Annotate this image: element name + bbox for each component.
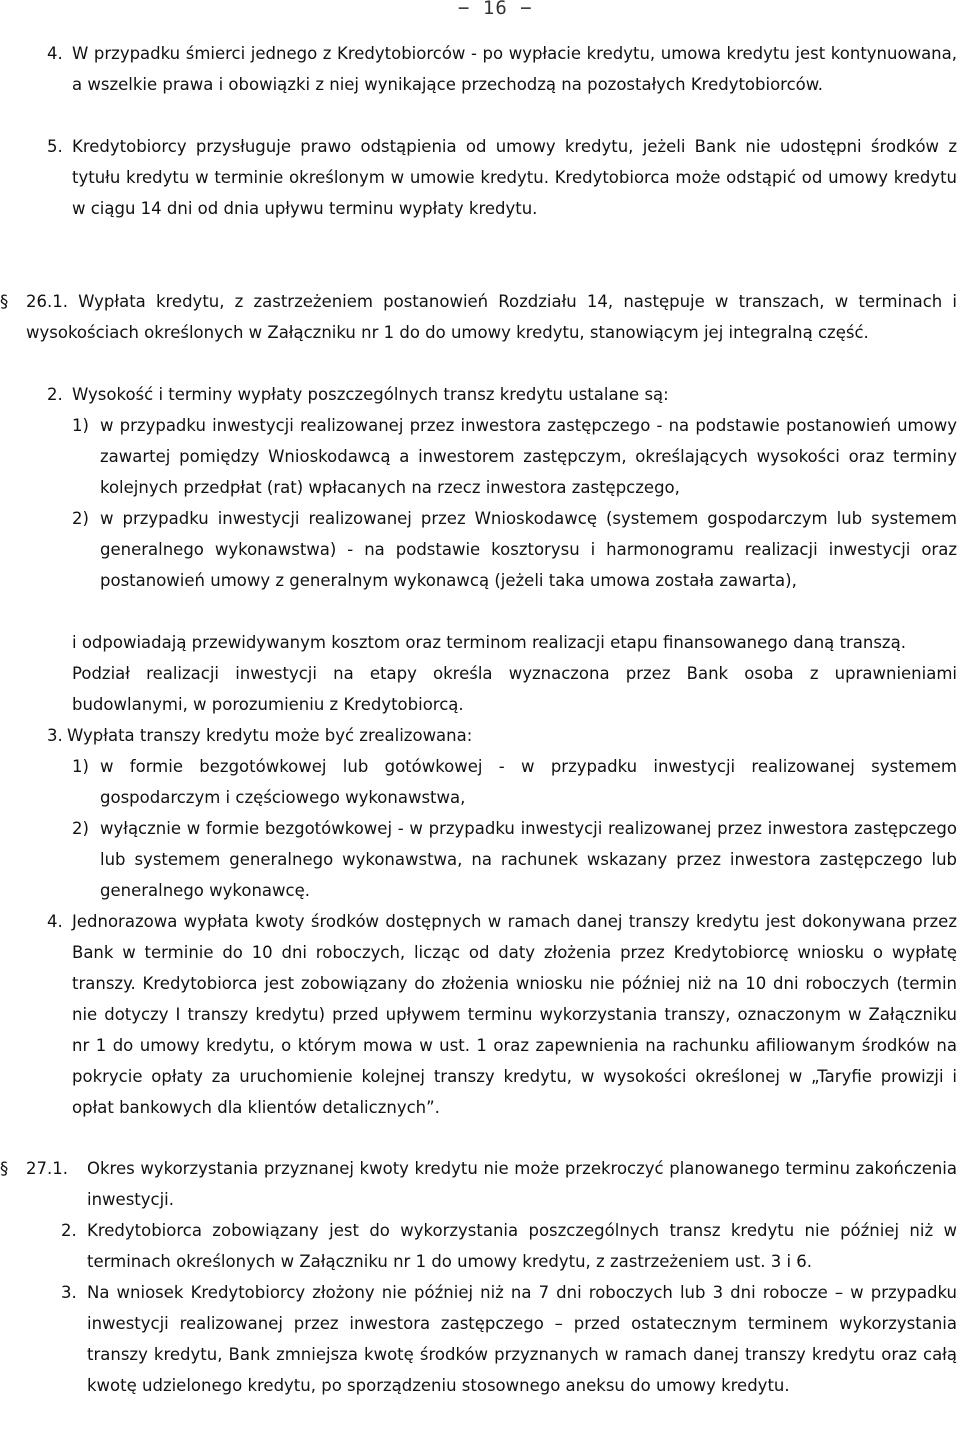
item-label: 4. (47, 912, 63, 931)
item-label: 5. (47, 137, 63, 156)
list-item-4 (0, 38, 960, 100)
section-26-2-subitem-1 (0, 410, 960, 503)
paragraph-text: Wypłata transzy kredytu może być zrealizowana: (67, 726, 473, 745)
paragraph-text: Kredytobiorca zobowiązany jest do wykorzystania poszczególnych transz kredytu nie później niż w terminach określonych w Załączniku nr 1 do umowy kredytu, z zastrzeżeniem ust. 3 i 6. (87, 1221, 957, 1271)
subitem-text: w formie bezgotówkowej lub gotówkowej - w przypadku inwestycji realizowanej systemem gospodarczym i częściowego wykonawstwa, (100, 757, 957, 807)
section-sign: § (0, 292, 9, 311)
subitem-label: 2) (72, 819, 89, 838)
paragraph-text: Okres wykorzystania przyznanej kwoty kredytu nie może przekroczyć planowanego terminu zakończenia inwestycji. (87, 1159, 957, 1209)
section-26-3-subitem-1 (0, 751, 960, 813)
subitem-text: w przypadku inwestycji realizowanej przez inwestora zastępczego - na podstawie postanowień umowy zawartej pomiędzy Wnioskodawcą a inwestorem zastępczym, określających wysokości oraz terminy kolejnych przedpłat (rat) wpłacanych na rzecz inwestora zastępczego, (100, 416, 957, 497)
list-item-5 (0, 131, 960, 224)
section-26-2-closing-text: i odpowiadają przewidywanym kosztom oraz terminom realizacji etapu finansowanego daną transzą. (72, 633, 906, 652)
section-26-paragraph-4 (0, 906, 960, 1123)
subitem-label: 2) (72, 509, 89, 528)
section-number: 27.1. (26, 1159, 68, 1178)
item-label: 2. (61, 1221, 77, 1240)
paragraph-text: Wysokość i terminy wypłaty poszczególnych transz kredytu ustalane są: (72, 385, 669, 404)
section-26-3-subitem-2 (0, 813, 960, 906)
section-26-2-division-text: Podział realizacji inwestycji na etapy określa wyznaczona przez Bank osoba z uprawnieniami budowlanymi, w porozumieniu z Kredytobiorcą. (72, 664, 957, 714)
page-number: − 16 − (458, 0, 533, 19)
item-text: W przypadku śmierci jednego z Kredytobiorców - po wypłacie kredytu, umowa kredytu jest kontynuowana, a wszelkie prawa i obowiązki z niej wynikające przechodzą na pozostałych Kredytobiorców. (72, 44, 957, 94)
section-27-paragraph-3 (0, 1277, 960, 1401)
paragraph-text: Jednorazowa wypłata kwoty środków dostępnych w ramach danej transzy kredytu jest dokonywana przez Bank w terminie do 10 dni roboczych, licząc od daty złożenia przez Kredytobiorcę wniosku o wypłatę transzy. Kredytobiorca jest zobowiązany do złożenia wniosku nie później niż na 10 dni roboczych (termin nie dotyczy I transzy kredytu) przed upływem terminu wykorzystania transzy, oznaczonym w Załączniku nr 1 do umowy kredytu, o którym mowa w ust. 1 oraz zapewnienia na rachunku afiliowanym środków na pokrycie opłaty za uruchomienie kolejnej transzy kredytu, w wysokości określonej w „Taryfie prowizji i opłat bankowych dla klientów detalicznych”. (72, 912, 957, 1117)
section-26-paragraph-3 (0, 720, 960, 751)
subitem-text: w przypadku inwestycji realizowanej przez Wnioskodawcę (systemem gospodarczym lub systemem generalnego wykonawstwa) - na podstawie kosztorysu i harmonogramu realizacji inwestycji oraz postanowień umowy z generalnym wykonawcą (jeżeli taka umowa została zawarta), (100, 509, 957, 590)
section-sign: § (0, 1159, 9, 1178)
paragraph-text: Na wniosek Kredytobiorcy złożony nie później niż na 7 dni roboczych lub 3 dni robocze – w przypadku inwestycji realizowanej przez inwestora zastępczego – przed ostatecznym terminem wykorzystania transzy kredytu, Bank zmniejsza kwotę środków przyznanych w ramach danej transzy kredytu oraz całą kwotę udzielonego kredytu, po sporządzeniu stosownego aneksu do umowy kredytu. (87, 1283, 957, 1395)
section-26-paragraph-1 (0, 286, 960, 348)
paragraph-text: 26.1. Wypłata kredytu, z zastrzeżeniem postanowień Rozdziału 14, następuje w transzach, w terminach i wysokościach określonych w Załączniku nr 1 do do umowy kredytu, stanowiącym jej integralną część. (26, 292, 957, 342)
subitem-text: wyłącznie w formie bezgotówkowej - w przypadku inwestycji realizowanej przez inwestora zastępczego lub systemem generalnego wykonawstwa, na rachunek wskazany przez inwestora zastępczego lub generalnego wykonawcę. (100, 819, 957, 900)
subitem-label: 1) (72, 757, 89, 776)
item-label: 3. (47, 726, 63, 745)
item-label: 3. (61, 1283, 77, 1302)
item-label: 4. (47, 44, 63, 63)
section-27-paragraph-2 (0, 1215, 960, 1277)
item-label: 2. (47, 385, 63, 404)
subitem-label: 1) (72, 416, 89, 435)
section-27-paragraph-1 (0, 1153, 960, 1215)
section-26-2-subitem-2 (0, 503, 960, 596)
section-26-paragraph-2 (0, 379, 960, 410)
item-text: Kredytobiorcy przysługuje prawo odstąpienia od umowy kredytu, jeżeli Bank nie udostępni środków z tytułu kredytu w terminie określonym w umowie kredytu. Kredytobiorca może odstąpić od umowy kredytu w ciągu 14 dni od dnia upływu terminu wypłaty kredytu. (72, 137, 957, 218)
